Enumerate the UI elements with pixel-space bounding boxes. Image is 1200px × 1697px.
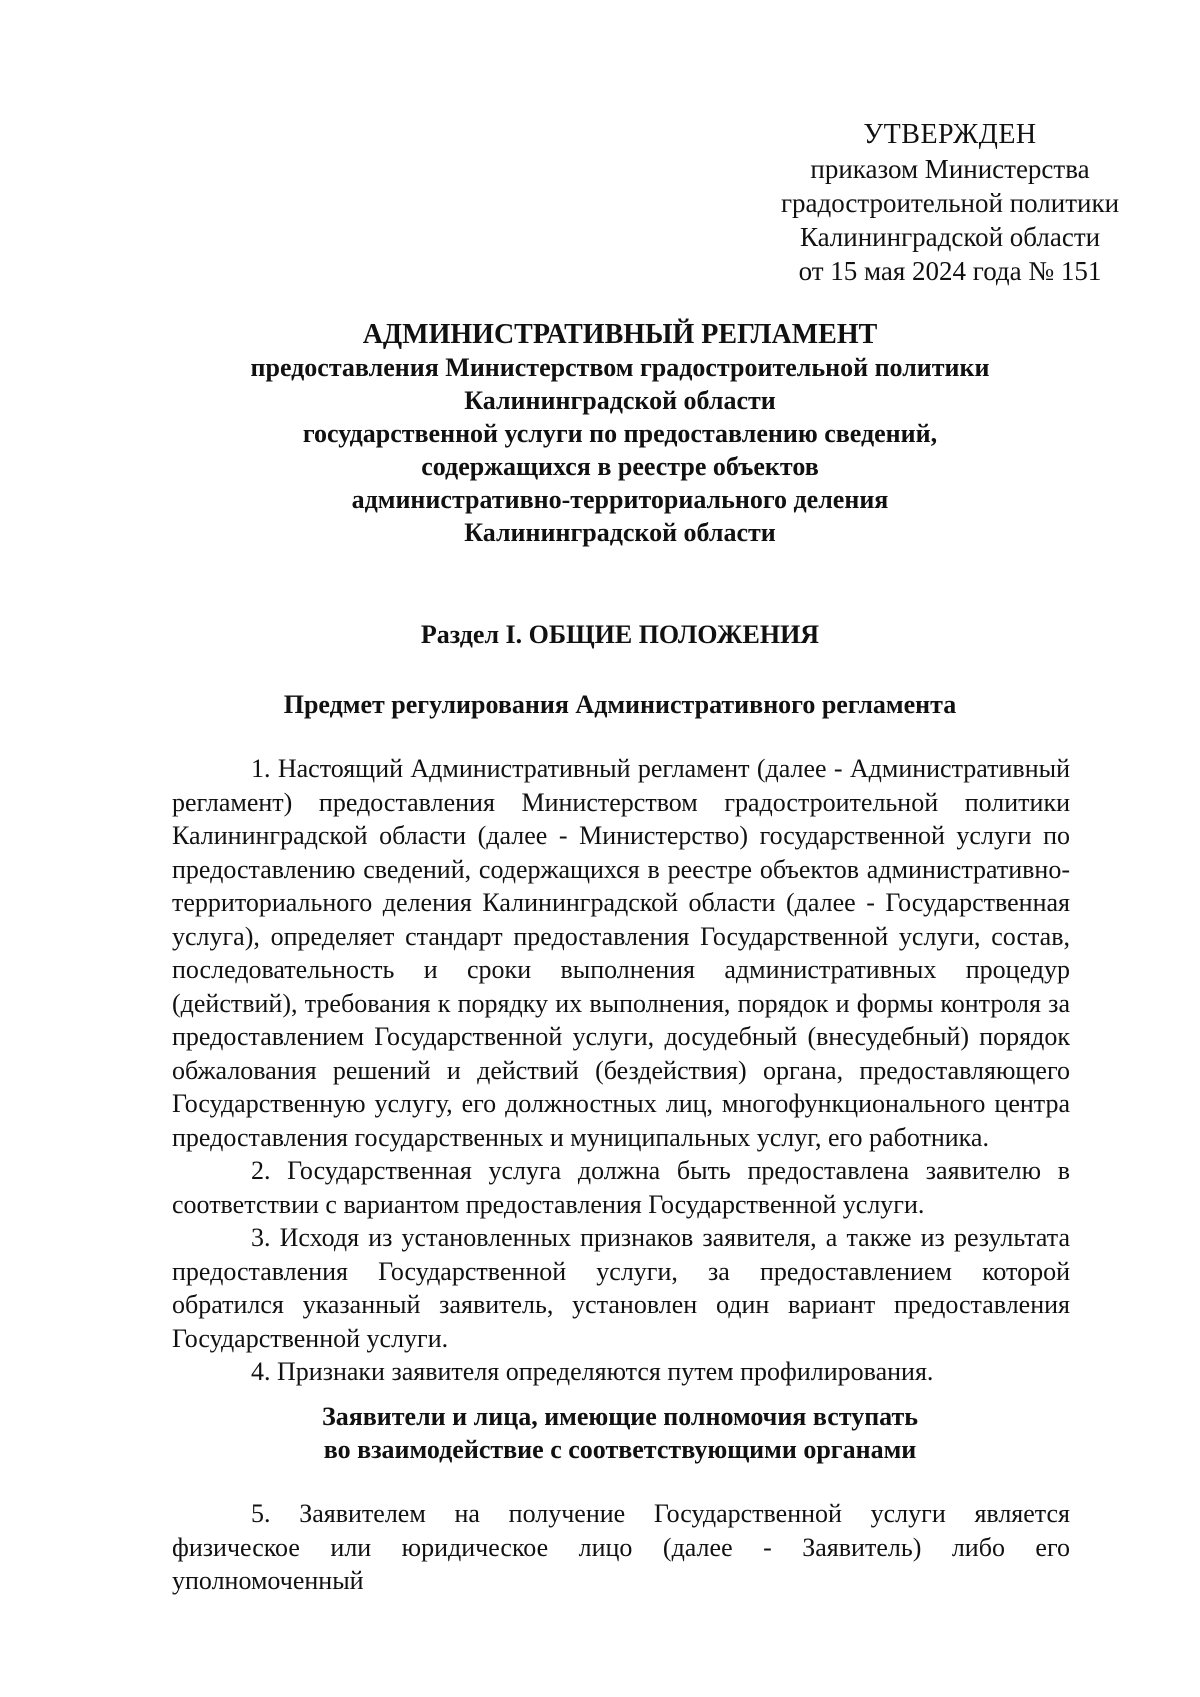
approval-line: от 15 мая 2024 года № 151: [798, 256, 1102, 286]
document-title-line: Калининградской области: [464, 386, 776, 415]
approval-line: градостроительной политики: [780, 188, 1120, 218]
document-title-line: предоставления Министерством градостроительной политики: [250, 353, 990, 382]
subsection-body: [172, 1497, 1070, 1598]
subsection-title: Предмет регулирования Административного регламента: [283, 690, 957, 719]
subsection-body: [172, 752, 1070, 1389]
subsection-title-line: во взаимодействие с соответствующими органами: [323, 1435, 917, 1464]
document-title-heading: АДМИНИСТРАТИВНЫЙ РЕГЛАМЕНТ: [362, 319, 878, 350]
document-title-line: государственной услуги по предоставлению сведений,: [302, 419, 938, 448]
paragraph: 5. Заявителем на получение Государственной услуги является физическое или юридическое лицо (далее - Заявитель) либо его уполномоченный: [172, 1499, 1070, 1595]
subsection-title-line: Заявители и лица, имеющие полномочия вступать: [321, 1402, 919, 1431]
subsection-title: [170, 1400, 1070, 1466]
paragraph: 2. Государственная услуга должна быть предоставлена заявителю в соответствии с вариантом предоставления Государственной услуги.: [172, 1156, 1070, 1219]
paragraph: 4. Признаки заявителя определяются путем профилирования.: [251, 1357, 934, 1386]
approval-stamp: [760, 118, 1140, 288]
approval-line: Калининградской области: [799, 222, 1101, 252]
approval-title: УТВЕРЖДЕН: [863, 119, 1037, 150]
document-title-line: административно-территориального деления: [351, 485, 889, 514]
section-title: Раздел I. ОБЩИЕ ПОЛОЖЕНИЯ: [420, 620, 820, 649]
paragraph: 3. Исходя из установленных признаков заявителя, а также из результата предоставления Государственной услуги, за предоставлением которой обратился указанный заявитель, установлен один вариант предоставления Государственной услуги.: [172, 1223, 1070, 1353]
paragraph: 1. Настоящий Административный регламент (далее - Административный регламент) предоставления Министерством градостроительной политики Калининградской области (далее - Министерство) государственной услуги по предоставлению сведений, содержащихся в реестре объектов административно-территориального деления Калининградской области (далее - Государственная услуга), определяет стандарт предоставления Государственной услуги, состав, последовательность и сроки выполнения административных процедур (действий), требования к порядку их выполнения, порядок и формы контроля за предоставлением Государственной услуги, досудебный (внесудебный) порядок обжалования решений и действий (бездействия) органа, предоставляющего Государственную услугу, его должностных лиц, многофункционального центра предоставления государственных и муниципальных услуг, его работника.: [172, 754, 1070, 1152]
document-title: [170, 318, 1070, 549]
document-title-line: Калининградской области: [464, 518, 776, 547]
approval-line: приказом Министерства: [810, 154, 1090, 184]
document-title-line: содержащихся в реестре объектов: [421, 452, 819, 481]
